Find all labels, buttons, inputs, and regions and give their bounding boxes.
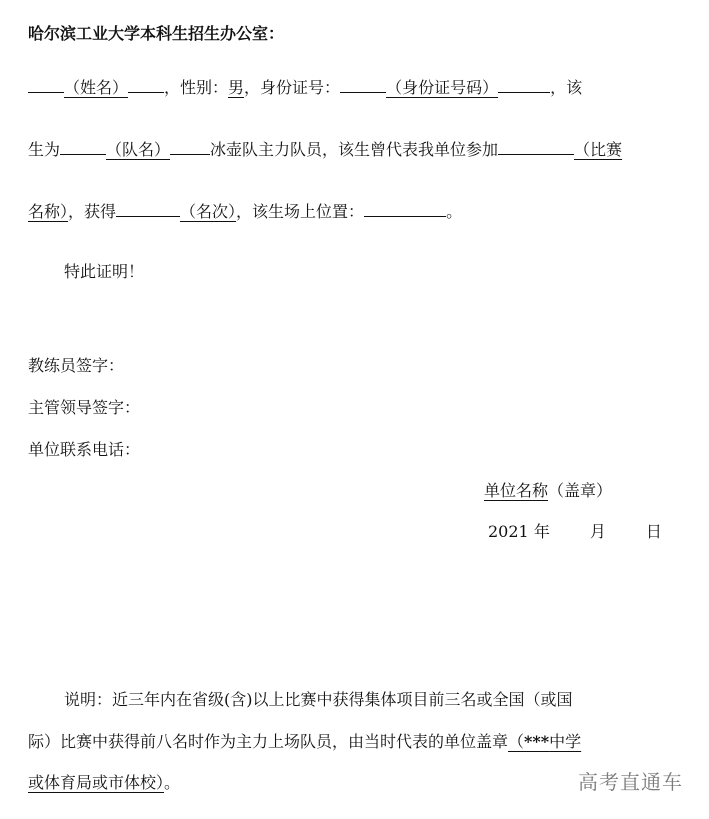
note-line-1: 说明：近三年内在省级(含)以上比赛中获得集体项目前三名或全国（或国 <box>64 690 573 709</box>
watermark-text: 高考直通车 <box>578 770 683 794</box>
team-placeholder: （队名） <box>106 140 171 159</box>
para2-prefix: 生为 <box>28 140 61 159</box>
note-line-3a: 或体育局或市体校） <box>28 773 165 792</box>
position-blank <box>364 198 446 217</box>
team-blank-lead <box>60 136 106 155</box>
leader-signature-label: 主管领导签字： <box>28 398 141 417</box>
id-blank-trail <box>498 74 550 93</box>
year-label: 年 <box>533 522 550 541</box>
month-label: 月 <box>589 522 606 541</box>
gender-value: 男 <box>228 78 245 97</box>
coach-signature-label: 教练员签字： <box>28 356 125 375</box>
note-line-2b <box>508 732 581 751</box>
position-label: ，该生场上位置： <box>236 202 365 221</box>
rank-placeholder: （名次） <box>180 202 237 221</box>
paragraph-line-3 <box>28 198 669 224</box>
rank-blank-lead <box>116 198 180 217</box>
para1-tail: ，该 <box>550 78 583 97</box>
certify-text: 特此证明！ <box>64 262 145 281</box>
note-paren-open: （ <box>508 732 525 751</box>
paragraph-line-2 <box>28 136 669 162</box>
won-label: ，获得 <box>68 202 117 221</box>
competition-placeholder-2: 名称） <box>28 202 69 221</box>
unit-seal: （盖章） <box>548 481 613 500</box>
gender-label: ，性别： <box>164 78 229 97</box>
day-label: 日 <box>645 522 662 541</box>
date-line <box>488 520 662 544</box>
note-line-2a: 际）比赛中获得前八名时作为主力上场队员，由当时代表的单位盖章 <box>28 732 509 751</box>
unit-name: 单位名称 <box>484 481 549 500</box>
competition-blank <box>498 136 574 155</box>
team-blank-trail <box>170 136 210 155</box>
note-line-2 <box>28 730 669 754</box>
unit-seal-line <box>484 479 612 503</box>
name-blank-lead <box>28 74 64 93</box>
document-title: 哈尔滨工业大学本科生招生办公室： <box>28 24 285 43</box>
name-blank-trail <box>128 74 164 93</box>
note-stars: *** <box>524 732 550 751</box>
year-value: 2021 <box>488 522 529 541</box>
competition-placeholder-1: （比赛 <box>574 140 623 159</box>
para3-end: 。 <box>446 202 463 221</box>
phone-label: 单位联系电话： <box>28 440 141 459</box>
id-placeholder: （身份证号码） <box>386 78 499 97</box>
note-school: 中学 <box>549 732 582 751</box>
paragraph-line-1 <box>28 74 669 100</box>
id-label: ，身份证号： <box>244 78 341 97</box>
id-blank-lead <box>340 74 386 93</box>
note-line-3b: 。 <box>164 773 181 792</box>
para2-middle: 冰壶队主力队员，该生曾代表我单位参加 <box>210 140 499 159</box>
name-placeholder: （姓名） <box>64 78 129 97</box>
note-line-3 <box>28 771 669 795</box>
